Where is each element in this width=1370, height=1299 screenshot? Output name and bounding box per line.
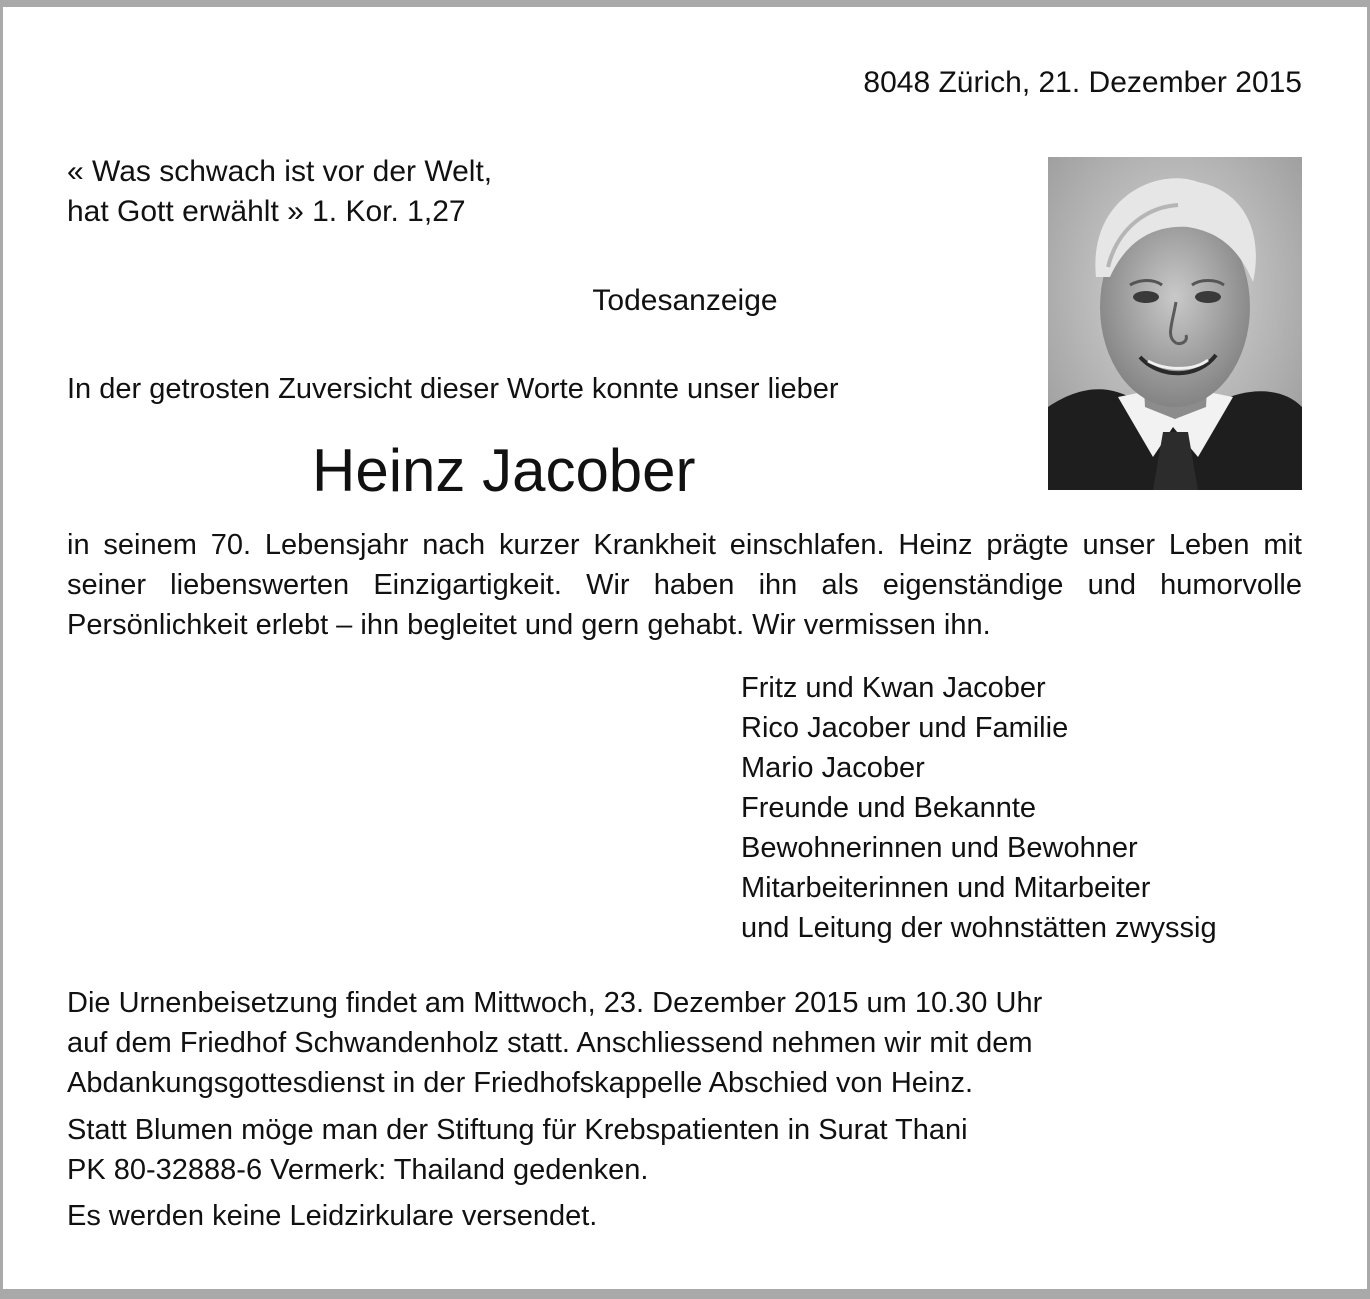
portrait-photo-icon xyxy=(1048,157,1302,490)
funeral-notice xyxy=(67,983,1042,1103)
mourner-item: Mario Jacober xyxy=(741,752,925,784)
mourners-list xyxy=(741,668,1217,948)
obituary-body: in seinem 70. Lebensjahr nach kurzer Krankheit einschlafen. Heinz prägte unser Leben mit seiner liebenswerten Einzigartigkeit. Wir haben ihn als eigenständige und humorvolle Persönlichkeit erlebt – ihn begleitet und gern gehabt. Wir vermissen ihn. xyxy=(67,529,1302,641)
notice-line-3: Abdankungsgottesdienst in der Friedhofskappelle Abschied von Heinz. xyxy=(67,1067,974,1099)
mourner-item: Bewohnerinnen und Bewohner xyxy=(741,832,1138,864)
notice-line-1: Die Urnenbeisetzung findet am Mittwoch, 23. Dezember 2015 um 10.30 Uhr xyxy=(67,987,1043,1019)
donation-notice xyxy=(67,1110,968,1190)
place-date: 8048 Zürich, 21. Dezember 2015 xyxy=(863,66,1302,99)
donation-line-2: PK 80-32888-6 Vermerk: Thailand gedenken. xyxy=(67,1154,649,1186)
mourner-item: Freunde und Bekannte xyxy=(741,792,1037,824)
mourner-item: Rico Jacober und Familie xyxy=(741,712,1069,744)
verse-line-2: hat Gott erwählt » 1. Kor. 1,27 xyxy=(67,195,466,228)
mourner-item: Fritz und Kwan Jacober xyxy=(741,672,1046,704)
notice-heading: Todesanzeige xyxy=(592,284,778,317)
mourner-item: und Leitung der wohnstätten zwyssig xyxy=(741,912,1217,944)
donation-line-1: Statt Blumen möge man der Stiftung für Krebspatienten in Surat Thani xyxy=(67,1114,968,1146)
closing-note: Es werden keine Leidzirkulare versendet. xyxy=(67,1200,598,1232)
mourner-item: Mitarbeiterinnen und Mitarbeiter xyxy=(741,872,1151,904)
deceased-name: Heinz Jacober xyxy=(312,437,696,504)
notice-line-2: auf dem Friedhof Schwandenholz statt. Anschliessend nehmen wir mit dem xyxy=(67,1027,1033,1059)
verse-line-1: « Was schwach ist vor der Welt, xyxy=(67,155,493,188)
bible-verse xyxy=(67,152,492,232)
intro-text: In der getrosten Zuversicht dieser Worte konnte unser lieber xyxy=(67,373,839,405)
